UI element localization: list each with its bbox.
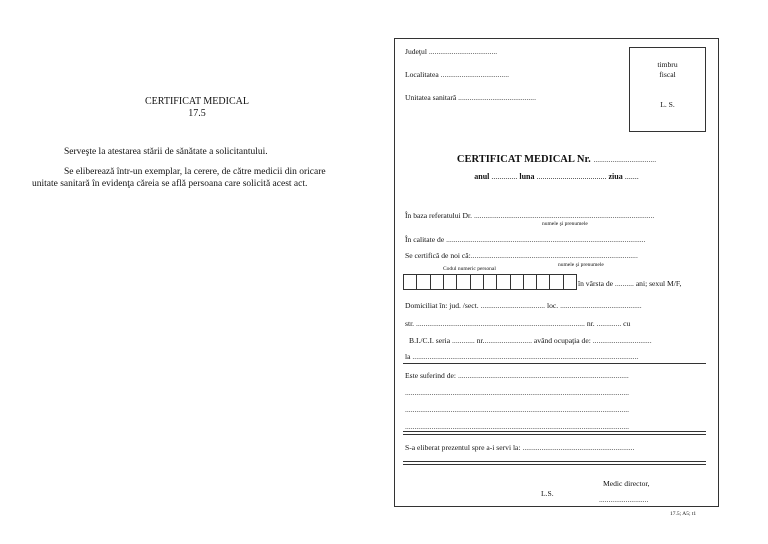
diagnostic-line-3[interactable]: ......................................................................................................................	[405, 405, 630, 414]
divider-3	[403, 461, 706, 465]
unitate-sanitara-label: Unitatea sanitară	[405, 93, 457, 102]
diagnostic-line-2[interactable]: ......................................................................................................................	[405, 388, 630, 397]
se-certifica-field[interactable]: Se certifică de noi că:........................................................................................	[405, 251, 638, 260]
referat-field[interactable]: În baza referatului Dr. ...............................................................................................	[405, 211, 655, 220]
localitate-domiciliu-label: loc.	[546, 301, 559, 310]
medical-certificate-form	[394, 38, 719, 507]
cod-numeric-label: Codul numeric personal	[443, 266, 496, 272]
loc-munca-field[interactable]: la .......................................................................................................................	[405, 352, 639, 361]
diagnostic-field[interactable]: Este suferind de: ..........................................................................................	[405, 371, 629, 380]
domiciliu-label: Domiciliat în: jud. /sect.	[405, 301, 479, 310]
issuance-text-line1: Se eliberează într-un exemplar, la cerere, de către medicii din oricare	[64, 167, 326, 177]
bi-nr-label: nr.	[476, 336, 485, 345]
strada-field[interactable]: str. ......................................................................................... nr. ............. cu	[405, 319, 631, 328]
ziua-label: ziua	[608, 172, 623, 181]
scop-field[interactable]: S-a eliberat prezentul spre a-i servi la: ...........................................................	[405, 443, 635, 452]
fiscal-stamp-box	[629, 47, 706, 132]
left-form-code: 17.5	[188, 108, 206, 119]
medic-director-label: Medic director,	[603, 479, 650, 488]
divider-2	[403, 431, 706, 435]
cnp-boxes[interactable]	[403, 274, 577, 290]
bi-seria-label: B.I./C.I. seria	[409, 336, 451, 345]
anul-label: anul	[474, 172, 490, 181]
purpose-text: Serveşte la atestarea stării de sănătate a solicitantului.	[64, 147, 268, 157]
divider-1	[403, 363, 706, 364]
referat-label: În baza referatului Dr.	[405, 211, 473, 220]
ls-label: L.S.	[541, 489, 554, 498]
left-title: CERTIFICAT MEDICAL	[145, 96, 249, 107]
varsta-field[interactable]: în vârsta de .......... ani; sexul M/F,	[578, 279, 682, 288]
signature-line[interactable]: ..........................	[599, 495, 649, 504]
varsta-label: în vârsta de	[578, 279, 614, 288]
stamp-line1: timbru	[657, 60, 678, 69]
unitate-sanitara-field[interactable]: Unitatea sanitară .........................................	[405, 93, 536, 102]
diagnostic-label: Este suferind de:	[405, 371, 457, 380]
se-certifica-label: Se certifică de noi că:	[405, 251, 471, 260]
date-line: anul ............. luna ................................... ziua .......	[474, 172, 639, 181]
luna-label: luna	[519, 172, 535, 181]
cu-label: cu	[623, 319, 631, 328]
diagnostic-line-4[interactable]: ......................................................................................................................	[405, 422, 630, 431]
la-label: la	[405, 352, 411, 361]
judet-label: Judeţul	[405, 47, 427, 56]
domiciliu-field[interactable]: Domiciliat în: jud. /sect. .................................. loc. ...........................................	[405, 301, 642, 310]
judet-field[interactable]: Judeţul ....................................	[405, 47, 498, 56]
stamp-line2: fiscal	[659, 70, 676, 79]
stamp-ls: L. S.	[660, 100, 675, 109]
localitate-label: Localitatea	[405, 70, 439, 79]
calitate-label: În calitate de	[405, 235, 445, 244]
numar-label: nr.	[586, 319, 595, 328]
certificate-title: CERTIFICAT MEDICAL Nr. .................................	[456, 154, 657, 165]
localitate-field[interactable]: Localitatea ....................................	[405, 70, 509, 79]
scop-label: S-a eliberat prezentul spre a-i servi la:	[405, 443, 521, 452]
sex-label: ani; sexul M/F,	[635, 279, 682, 288]
buletin-field[interactable]: B.I./C.I. seria ............ nr.......................... având ocupaţia de: ...............................	[409, 336, 652, 345]
numele-prenumele-hint: numele şi prenumele	[542, 221, 588, 227]
form-footer-code: 17.5; A5; t1	[670, 511, 697, 517]
strada-label: str.	[405, 319, 415, 328]
certificate-title-label: CERTIFICAT MEDICAL Nr.	[456, 154, 591, 165]
calitate-field[interactable]: În calitate de .........................................................................................................	[405, 235, 646, 244]
ocupatie-label: având ocupaţia de:	[533, 336, 591, 345]
issuance-text-line2: unitate sanitară în evidenţa căreia se află persoana care solicită acest act.	[32, 179, 308, 189]
numele-prenumele-hint-2: numele şi prenumele	[558, 262, 604, 268]
